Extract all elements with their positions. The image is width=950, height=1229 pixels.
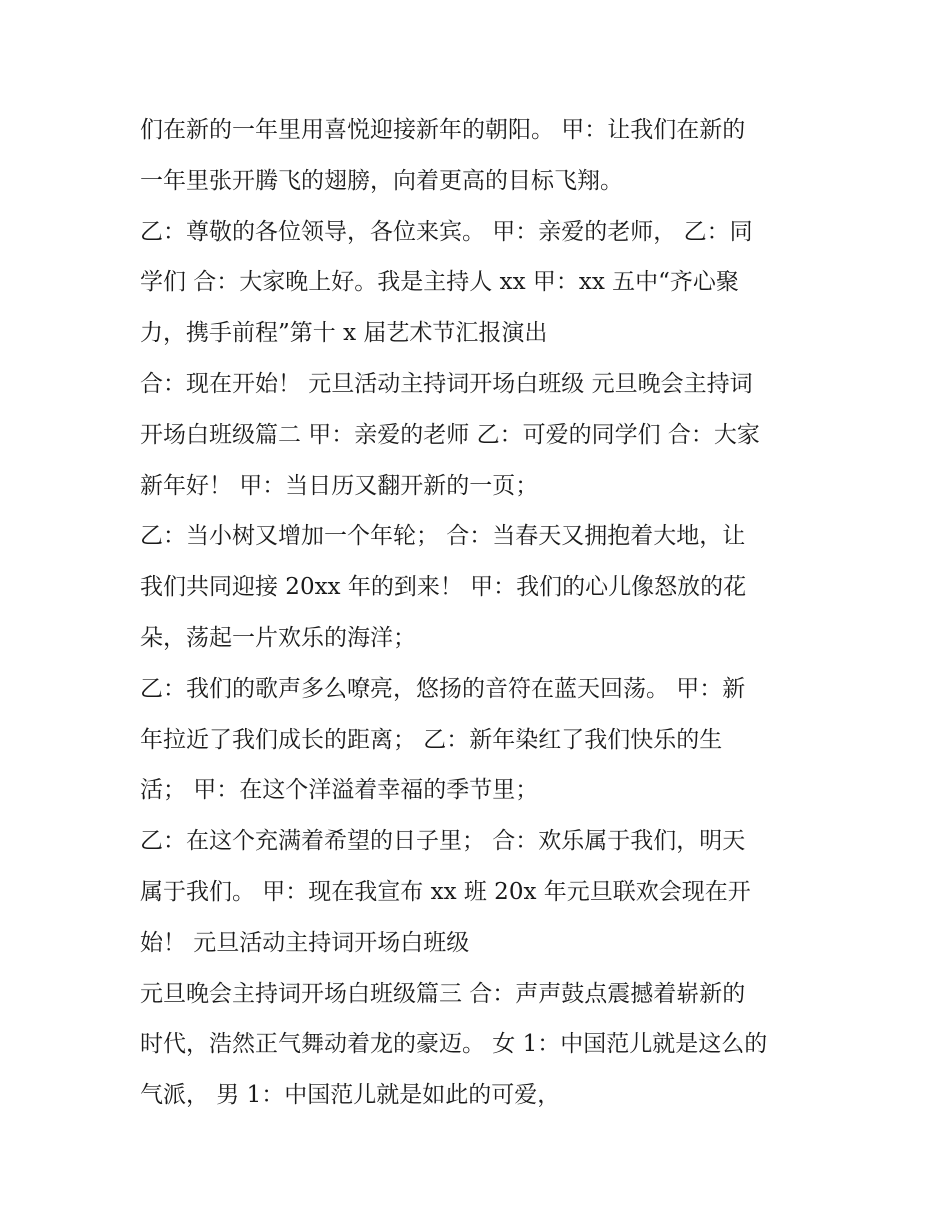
text-line-2: 一年里张开腾飞的翅膀，向着更高的目标飞翔。 [140, 167, 623, 194]
text-line-15: 乙：在这个充满着希望的日子里； 合：欢乐属于我们，明天 [140, 828, 746, 855]
text-line-17: 始！ 元旦活动主持词开场白班级 [140, 929, 470, 956]
text-line-5: 力，携手前程”第十 x 届艺术节汇报演出 [140, 320, 548, 347]
text-line-4: 学们 合：大家晚上好。我是主持人 xx 甲：xx 五中“齐心聚 [140, 269, 739, 296]
text-line-3: 乙：尊敬的各位领导，各位来宾。 甲：亲爱的老师， 乙：同 [140, 218, 753, 245]
text-line-1: 们在新的一年里用喜悦迎接新年的朝阳。 甲：让我们在新的 [140, 117, 746, 143]
text-line-19: 时代，浩然正气舞动着龙的豪迈。 女 1：中国范儿就是这么的 [140, 1031, 768, 1058]
text-line-16: 属于我们。 甲：现在我宣布 xx 班 20x 年元旦联欢会现在开 [140, 878, 751, 905]
text-line-11: 朵，荡起一片欢乐的海洋； [140, 624, 416, 651]
document-body [140, 105, 820, 1121]
text-line-6: 合：现在开始！ 元旦活动主持词开场白班级 元旦晚会主持词 [140, 370, 753, 397]
text-line-10: 我们共同迎接 20xx 年的到来！ 甲：我们的心儿像怒放的花 [140, 574, 747, 601]
text-line-13: 年拉近了我们成长的距离； 乙：新年染红了我们快乐的生 [140, 726, 723, 753]
text-line-12: 乙：我们的歌声多么嘹亮，悠扬的音符在蓝天回荡。 甲：新 [140, 675, 746, 702]
text-line-9: 乙：当小树又增加一个年轮； 合：当春天又拥抱着大地，让 [140, 523, 746, 550]
text-line-14: 活； 甲：在这个洋溢着幸福的季节里； [140, 777, 539, 804]
text-line-18: 元旦晚会主持词开场白班级篇三 合：声声鼓点震撼着崭新的 [140, 980, 746, 1007]
text-line-8: 新年好！ 甲：当日历又翻开新的一页； [140, 472, 539, 499]
text-line-20: 气派， 男 1：中国范儿就是如此的可爱， [140, 1082, 561, 1109]
text-line-7: 开场白班级篇二 甲：亲爱的老师 乙：可爱的同学们 合：大家 [140, 421, 760, 448]
